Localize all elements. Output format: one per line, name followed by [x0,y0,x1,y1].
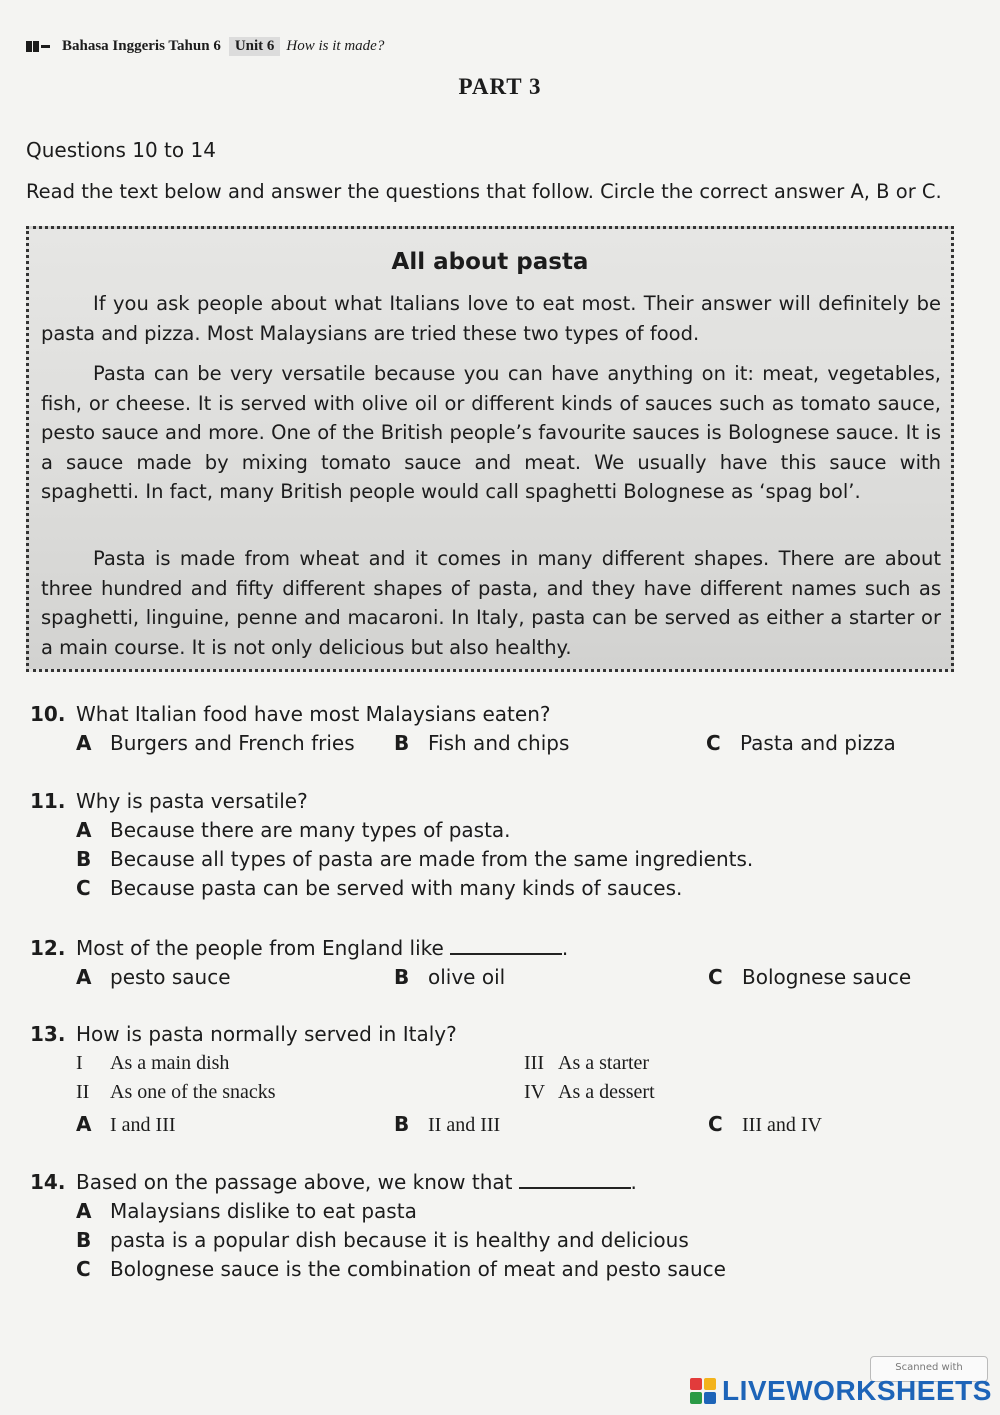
question-10 [30,702,550,726]
passage-paragraph: Pasta is made from wheat and it comes in many different shapes. There are about three hundred and fifty different shapes of pasta, and they have different names such as spaghetti, linguine, penne and macaroni. In Italy, pasta can be served as either a starter or a main course. It is not only delicious but also healthy. [41,547,941,659]
question-11 [30,789,308,813]
question-number: 11. [30,789,66,813]
option-a[interactable]: A Burgers and French fries [76,731,355,755]
brand-name: LIVEWORKSHEETS [722,1375,992,1406]
book-header [26,34,384,58]
statement-iii: III As a starter [524,1052,650,1074]
part-title: PART 3 [458,74,542,99]
option-c[interactable]: C Bolognese sauce is the combination of meat and pesto sauce [76,1257,726,1281]
question-text: Most of the people from England like [76,936,444,960]
statement-ii: II As one of the snacks [76,1081,276,1103]
option-b[interactable]: B Because all types of pasta are made from the same ingredients. [76,847,754,871]
unit-label: Unit 6 [229,37,281,56]
option-a[interactable]: A Malaysians dislike to eat pasta [76,1199,417,1223]
passage-paragraph: If you ask people about what Italians love to eat most. Their answer will definitely be pasta and pizza. Most Malaysians are tried these two types of food. [41,292,941,345]
statement-i: I As a main dish [76,1052,230,1074]
passage-paragraph: Pasta can be very versatile because you can have anything on it: meat, vegetables, fish, or cheese. It is served with olive oil or different kinds of sauces such as tomato sauce, pesto sauce and more. One of the British people’s favourite sauces is Bolognese sauce. It is a sauce made by mixing tomato sauce and meat. We usually have this sauce with spaghetti. In fact, many British people would call spaghetti Bolognese as ‘spag bol’. [41,362,941,503]
question-12: 12. Most of the people from England like . [30,936,569,960]
passage-title: All about pasta [391,249,589,275]
question-text: What Italian food have most Malaysians eaten? [76,702,551,726]
book-title: Bahasa Inggeris Tahun 6 [62,37,221,54]
publisher-logo-icon [26,39,52,53]
scanned-badge: Scanned with [870,1356,988,1382]
passage-box [26,226,954,672]
option-b[interactable]: B II and III [394,1112,501,1136]
question-14: 14. Based on the passage above, we know that . [30,1170,637,1194]
option-a[interactable]: A pesto sauce [76,965,231,989]
answer-blank [450,937,562,955]
question-number: 10. [30,702,66,726]
question-text: How is pasta normally served in Italy? [76,1022,457,1046]
option-b[interactable]: B olive oil [394,965,506,989]
liveworksheets-logo[interactable] [690,1375,992,1407]
option-c[interactable]: C Bolognese sauce [708,965,912,989]
statement-iv: IV As a dessert [524,1081,655,1103]
option-a[interactable]: A Because there are many types of pasta. [76,818,511,842]
question-number: 13. [30,1022,66,1046]
question-13 [30,1022,457,1046]
instruction-text: Read the text below and answer the questions that follow. Circle the correct answer A, B or C. [26,180,942,203]
question-text: Based on the passage above, we know that [76,1170,513,1194]
question-number: 12. [30,936,66,960]
unit-subtitle: How is it made? [286,37,385,54]
option-b[interactable]: B Fish and chips [394,731,570,755]
question-text: Why is pasta versatile? [76,789,308,813]
question-number: 14. [30,1170,66,1194]
answer-blank [519,1171,631,1189]
option-c[interactable]: C III and IV [708,1112,822,1136]
questions-range: Questions 10 to 14 [26,138,216,162]
option-c[interactable]: C Because pasta can be served with many kinds of sauces. [76,876,683,900]
option-b[interactable]: B pasta is a popular dish because it is healthy and delicious [76,1228,689,1252]
liveworksheets-icon [690,1378,716,1404]
option-c[interactable]: C Pasta and pizza [706,731,896,755]
option-a[interactable]: A I and III [76,1112,176,1136]
